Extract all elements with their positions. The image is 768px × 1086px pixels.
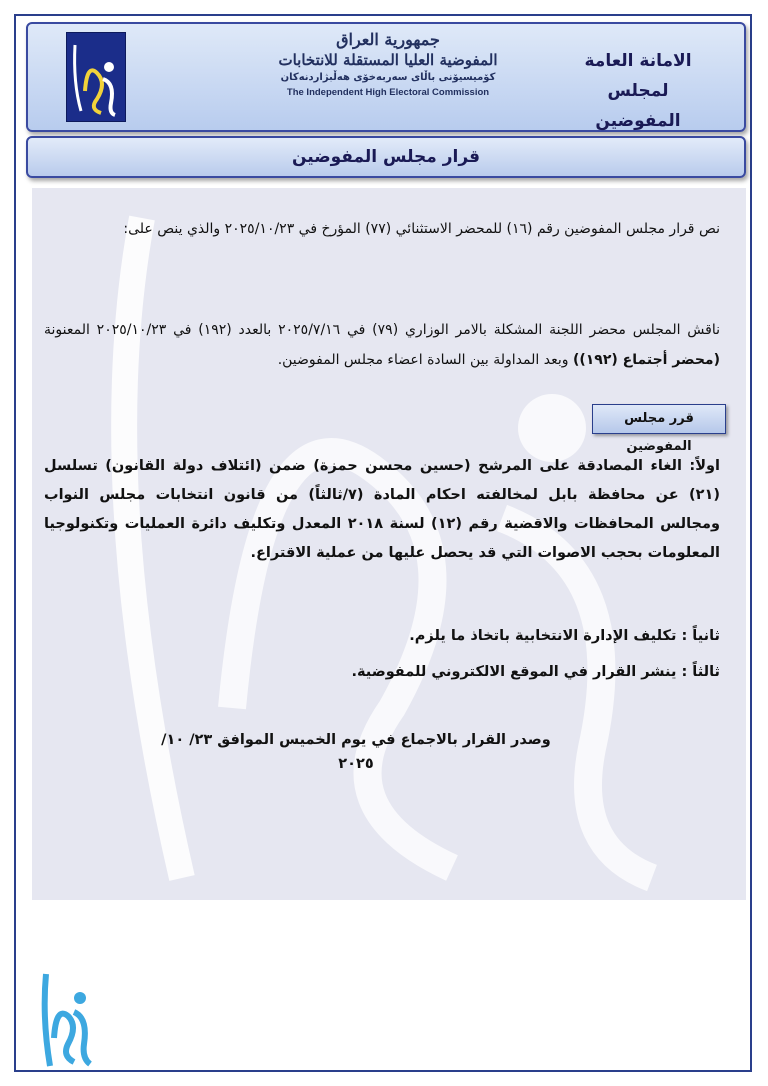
document-title: قرار مجلس المفوضين [291,147,481,167]
commission-arabic-line: المفوضية العليا المستقلة للانتخابات [278,51,498,69]
republic-line: جمهورية العراق [336,30,440,49]
discussion-text-a: ناقش المجلس محضر اللجنة المشكلة بالامر الوزاري (٧٩) في ٢٠٢٥/٧/١٦ بالعدد (١٩٢) في ٢٠٢٥/١٠/٢٣ المعنونة [44,322,720,338]
organization-name [278,30,498,100]
decision-first: اولاً: الغاء المصادقة على المرشح (حسين محسن حمزة) ضمن (ائتلاف دولة القانون) تسلسل (٢١) عن محافظة بابل لمخالفته احكام المادة (٧/ثالثاً) من قانون انتخابات مجلس النواب ومجالس المحافظات والاقضية رقم (١٢) لسنة ٢٠١٨ المعدل وتكليف دائرة العمليات وتكنولوجيا المعلومات بحجب الاصوات التي قد يحصل عليها من عملية الاقتراع. [44,458,720,561]
issuance-statement: وصدر القرار بالاجماع في يوم الخميس الموافق ٢٣/ ١٠/ ٢٠٢٥ [161,732,551,772]
secretariat-label [568,46,708,136]
resolved-badge: قرر مجلس المفوضين [592,404,726,434]
ihec-small-logo-icon [38,968,92,1072]
ihec-logo-icon [66,32,126,122]
discussion-paragraph [44,315,720,375]
commission-english-line: The Independent High Electoral Commission [286,87,490,98]
decision-second: ثانياً : تكليف الإدارة الانتخابية باتخاذ ما يلزم. [409,628,720,644]
letterhead [26,22,746,132]
secretariat-line1: الامانة العامة [584,51,692,71]
secretariat-line2: لمجلس المفوضين [595,81,681,131]
intro-paragraph: نص قرار مجلس المفوضين رقم (١٦) للمحضر الاستثنائي (٧٧) المؤرخ في ٢٠٢٥/١٠/٢٣ والذي ينص على: [123,221,720,237]
decision-third: ثالثاً : ينشر القرار في الموقع الالكتروني للمفوضية. [351,664,720,680]
minutes-title: (محضر أجتماع (١٩٢)) [572,352,720,368]
document-title-bar [26,136,746,178]
commission-kurdish-line: كۆميسيۆنی باڵای سەربەخۆی هەڵبژاردنەکان [280,72,496,83]
discussion-text-b: وبعد المداولة بين السادة اعضاء مجلس المفوضين. [277,352,573,368]
